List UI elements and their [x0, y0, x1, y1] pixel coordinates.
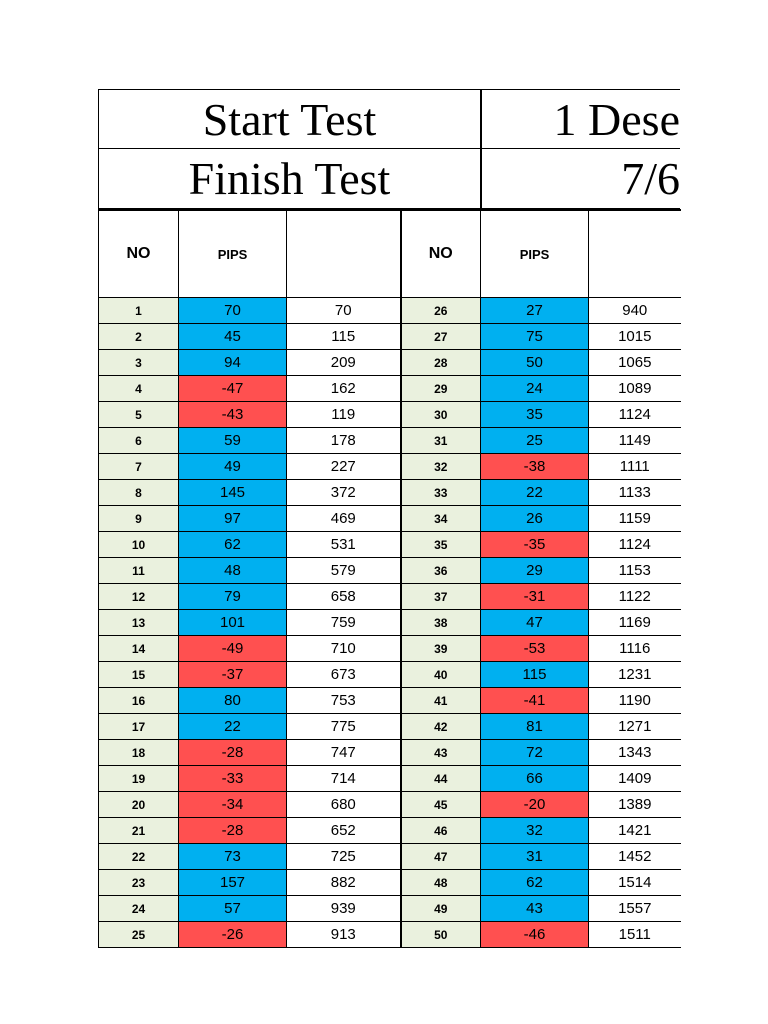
- no-cell: 11: [99, 558, 179, 584]
- total-cell: 1159: [589, 506, 681, 532]
- pips-cell: -26: [179, 922, 287, 948]
- total-cell: 209: [287, 350, 401, 376]
- no-cell: 3: [99, 350, 179, 376]
- start-test-value: 1 Dese: [481, 89, 680, 149]
- col-header-pips-right: PIPS: [481, 210, 589, 298]
- pips-cell: 145: [179, 480, 287, 506]
- pips-cell: 29: [481, 558, 589, 584]
- pips-cell: -49: [179, 636, 287, 662]
- table-row: [99, 480, 681, 506]
- no-cell: 12: [99, 584, 179, 610]
- pips-cell: 79: [179, 584, 287, 610]
- pips-cell: -35: [481, 532, 589, 558]
- no-cell: 5: [99, 402, 179, 428]
- col-header-no-left: NO: [99, 210, 179, 298]
- pips-cell: 97: [179, 506, 287, 532]
- table-row: [99, 740, 681, 766]
- no-cell: 19: [99, 766, 179, 792]
- pips-cell: 48: [179, 558, 287, 584]
- pips-cell: 80: [179, 688, 287, 714]
- no-cell: 41: [401, 688, 481, 714]
- total-cell: 115: [287, 324, 401, 350]
- total-cell: 1421: [589, 818, 681, 844]
- no-cell: 25: [99, 922, 179, 948]
- table-row: [99, 584, 681, 610]
- no-cell: 23: [99, 870, 179, 896]
- total-cell: 1190: [589, 688, 681, 714]
- no-cell: 15: [99, 662, 179, 688]
- table-row: [99, 350, 681, 376]
- no-cell: 10: [99, 532, 179, 558]
- pips-cell: 75: [481, 324, 589, 350]
- pips-cell: 101: [179, 610, 287, 636]
- pips-cell: -47: [179, 376, 287, 402]
- total-cell: 1409: [589, 766, 681, 792]
- no-cell: 8: [99, 480, 179, 506]
- pips-cell: 157: [179, 870, 287, 896]
- pips-cell: -41: [481, 688, 589, 714]
- total-cell: 1015: [589, 324, 681, 350]
- table-row: [99, 688, 681, 714]
- total-cell: 759: [287, 610, 401, 636]
- total-cell: 1343: [589, 740, 681, 766]
- total-cell: 1133: [589, 480, 681, 506]
- table-row: [99, 558, 681, 584]
- total-cell: 372: [287, 480, 401, 506]
- table-row: [99, 714, 681, 740]
- total-cell: 939: [287, 896, 401, 922]
- no-cell: 29: [401, 376, 481, 402]
- finish-test-row: [98, 149, 680, 209]
- pips-cell: 25: [481, 428, 589, 454]
- total-cell: 1065: [589, 350, 681, 376]
- table-row: [99, 428, 681, 454]
- table-row: [99, 298, 681, 324]
- table-body: [99, 298, 681, 948]
- no-cell: 47: [401, 844, 481, 870]
- pips-cell: -53: [481, 636, 589, 662]
- total-cell: 1169: [589, 610, 681, 636]
- no-cell: 18: [99, 740, 179, 766]
- start-test-row: [98, 89, 680, 149]
- total-cell: 119: [287, 402, 401, 428]
- table-row: [99, 844, 681, 870]
- pips-cell: 26: [481, 506, 589, 532]
- total-cell: 1231: [589, 662, 681, 688]
- pips-cell: -38: [481, 454, 589, 480]
- no-cell: 42: [401, 714, 481, 740]
- total-cell: 753: [287, 688, 401, 714]
- total-cell: 940: [589, 298, 681, 324]
- total-cell: 1124: [589, 402, 681, 428]
- no-cell: 37: [401, 584, 481, 610]
- pips-cell: 115: [481, 662, 589, 688]
- pips-cell: 27: [481, 298, 589, 324]
- total-cell: 579: [287, 558, 401, 584]
- no-cell: 28: [401, 350, 481, 376]
- total-cell: 725: [287, 844, 401, 870]
- total-cell: 531: [287, 532, 401, 558]
- pips-cell: -28: [179, 740, 287, 766]
- no-cell: 6: [99, 428, 179, 454]
- no-cell: 9: [99, 506, 179, 532]
- total-cell: 882: [287, 870, 401, 896]
- total-cell: 1511: [589, 922, 681, 948]
- pips-cell: 31: [481, 844, 589, 870]
- no-cell: 30: [401, 402, 481, 428]
- col-header-total-left: [287, 210, 401, 298]
- no-cell: 16: [99, 688, 179, 714]
- no-cell: 33: [401, 480, 481, 506]
- col-header-pips-left: PIPS: [179, 210, 287, 298]
- pips-cell: 81: [481, 714, 589, 740]
- no-cell: 43: [401, 740, 481, 766]
- total-cell: 1514: [589, 870, 681, 896]
- table-row: [99, 376, 681, 402]
- total-cell: 652: [287, 818, 401, 844]
- no-cell: 35: [401, 532, 481, 558]
- total-cell: 1124: [589, 532, 681, 558]
- pips-cell: 73: [179, 844, 287, 870]
- total-cell: 775: [287, 714, 401, 740]
- table-row: [99, 402, 681, 428]
- no-cell: 36: [401, 558, 481, 584]
- pips-cell: 62: [481, 870, 589, 896]
- total-cell: 710: [287, 636, 401, 662]
- table-header-row: [99, 210, 681, 298]
- pips-cell: -20: [481, 792, 589, 818]
- pips-cell: 24: [481, 376, 589, 402]
- total-cell: 658: [287, 584, 401, 610]
- pips-cell: 57: [179, 896, 287, 922]
- no-cell: 13: [99, 610, 179, 636]
- trades-table: [98, 209, 681, 948]
- total-cell: 1089: [589, 376, 681, 402]
- no-cell: 45: [401, 792, 481, 818]
- total-cell: 1149: [589, 428, 681, 454]
- total-cell: 913: [287, 922, 401, 948]
- total-cell: 70: [287, 298, 401, 324]
- no-cell: 31: [401, 428, 481, 454]
- no-cell: 38: [401, 610, 481, 636]
- pips-cell: 43: [481, 896, 589, 922]
- no-cell: 26: [401, 298, 481, 324]
- total-cell: 1153: [589, 558, 681, 584]
- no-cell: 39: [401, 636, 481, 662]
- no-cell: 32: [401, 454, 481, 480]
- table-row: [99, 662, 681, 688]
- total-cell: 1389: [589, 792, 681, 818]
- no-cell: 44: [401, 766, 481, 792]
- no-cell: 24: [99, 896, 179, 922]
- pips-cell: -28: [179, 818, 287, 844]
- no-cell: 49: [401, 896, 481, 922]
- pips-cell: 45: [179, 324, 287, 350]
- table-row: [99, 506, 681, 532]
- pips-cell: 49: [179, 454, 287, 480]
- table-row: [99, 896, 681, 922]
- table-row: [99, 818, 681, 844]
- no-cell: 20: [99, 792, 179, 818]
- no-cell: 34: [401, 506, 481, 532]
- no-cell: 7: [99, 454, 179, 480]
- total-cell: 1111: [589, 454, 681, 480]
- col-header-total-right: [589, 210, 681, 298]
- table-row: [99, 636, 681, 662]
- pips-cell: 66: [481, 766, 589, 792]
- no-cell: 48: [401, 870, 481, 896]
- total-cell: 1122: [589, 584, 681, 610]
- total-cell: 227: [287, 454, 401, 480]
- pips-cell: 72: [481, 740, 589, 766]
- col-header-no-right: NO: [401, 210, 481, 298]
- total-cell: 1452: [589, 844, 681, 870]
- no-cell: 17: [99, 714, 179, 740]
- no-cell: 27: [401, 324, 481, 350]
- table-row: [99, 870, 681, 896]
- pips-cell: -43: [179, 402, 287, 428]
- pips-cell: -34: [179, 792, 287, 818]
- no-cell: 4: [99, 376, 179, 402]
- pips-cell: 94: [179, 350, 287, 376]
- total-cell: 1271: [589, 714, 681, 740]
- no-cell: 21: [99, 818, 179, 844]
- pips-cell: 22: [481, 480, 589, 506]
- finish-test-label: Finish Test: [98, 149, 481, 209]
- table-row: [99, 766, 681, 792]
- no-cell: 46: [401, 818, 481, 844]
- no-cell: 40: [401, 662, 481, 688]
- pips-cell: -31: [481, 584, 589, 610]
- no-cell: 2: [99, 324, 179, 350]
- total-cell: 714: [287, 766, 401, 792]
- start-test-label: Start Test: [98, 89, 481, 149]
- pips-cell: 22: [179, 714, 287, 740]
- no-cell: 22: [99, 844, 179, 870]
- no-cell: 1: [99, 298, 179, 324]
- total-cell: 1557: [589, 896, 681, 922]
- total-cell: 469: [287, 506, 401, 532]
- results-sheet: [98, 89, 680, 948]
- total-cell: 747: [287, 740, 401, 766]
- table-row: [99, 324, 681, 350]
- pips-cell: 35: [481, 402, 589, 428]
- pips-cell: 50: [481, 350, 589, 376]
- table-row: [99, 532, 681, 558]
- pips-cell: 59: [179, 428, 287, 454]
- total-cell: 1116: [589, 636, 681, 662]
- table-row: [99, 454, 681, 480]
- pips-cell: 70: [179, 298, 287, 324]
- total-cell: 680: [287, 792, 401, 818]
- pips-cell: -46: [481, 922, 589, 948]
- pips-cell: 62: [179, 532, 287, 558]
- table-row: [99, 610, 681, 636]
- finish-test-value: 7/6: [481, 149, 680, 209]
- pips-cell: 47: [481, 610, 589, 636]
- no-cell: 14: [99, 636, 179, 662]
- pips-cell: -33: [179, 766, 287, 792]
- pips-cell: 32: [481, 818, 589, 844]
- table-row: [99, 792, 681, 818]
- table-row: [99, 922, 681, 948]
- no-cell: 50: [401, 922, 481, 948]
- pips-cell: -37: [179, 662, 287, 688]
- total-cell: 673: [287, 662, 401, 688]
- total-cell: 162: [287, 376, 401, 402]
- total-cell: 178: [287, 428, 401, 454]
